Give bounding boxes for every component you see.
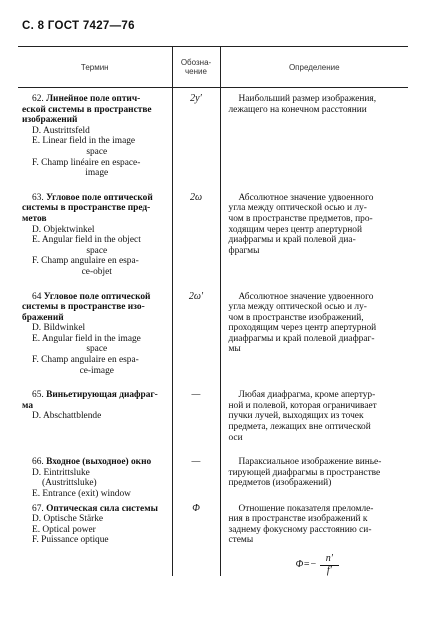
term-row bbox=[18, 500, 408, 577]
term-translation: D. Bildwinkel bbox=[32, 323, 86, 334]
table-header-row bbox=[18, 47, 408, 88]
term-russian-line: метов bbox=[22, 213, 47, 224]
definition-cell bbox=[220, 88, 408, 179]
term-russian-line: 65. Виньетирующая диафраг- bbox=[32, 390, 158, 401]
definition-cell bbox=[220, 278, 408, 377]
term-translation: D. Optische Stärke bbox=[32, 514, 104, 525]
definition-line: тирующей диафрагмы в пространстве bbox=[228, 467, 381, 478]
definition-line: Параксиальное изображение винье- bbox=[238, 457, 382, 468]
definition-line: Наибольший размер изображения, bbox=[238, 94, 377, 104]
term-cell bbox=[18, 88, 172, 179]
term-translation: space bbox=[86, 344, 108, 355]
term-row bbox=[18, 278, 408, 377]
term-russian-line: системы в пространстве пред- bbox=[22, 203, 151, 214]
term-russian-line: ма bbox=[22, 400, 34, 411]
term-row bbox=[18, 179, 408, 278]
term-cell bbox=[18, 376, 172, 443]
definition-cell bbox=[220, 179, 408, 278]
term-russian bbox=[22, 390, 172, 411]
term-cell bbox=[18, 278, 172, 377]
formula-numerator: n′ bbox=[320, 554, 339, 566]
term-russian-line: 64 Угловое поле оптической bbox=[32, 291, 151, 302]
term-number: 63. bbox=[32, 192, 47, 203]
definition-line: проходящим через центр апертурной bbox=[228, 323, 377, 334]
term-translation: F. Champ linéaire en espace- bbox=[32, 157, 141, 168]
term-russian-line: 67. Оптическая сила системы bbox=[32, 503, 158, 514]
definition-line: оси bbox=[228, 432, 243, 443]
term-translation: D. Eintrittsluke bbox=[32, 467, 90, 478]
symbol-cell: 2ω′ bbox=[172, 278, 220, 377]
definition-line: Любая диафрагма, кроме апертур- bbox=[238, 390, 376, 401]
term-russian-line: изображений bbox=[22, 115, 78, 126]
term-translation: image bbox=[85, 168, 109, 179]
definition-line: чом в пространстве предметов, про- bbox=[228, 213, 373, 224]
definition-line: пучки лучей, выходящих из точек bbox=[228, 411, 364, 422]
term-russian-line: системы в пространстве изо- bbox=[22, 302, 145, 313]
term-number: 67. bbox=[32, 503, 47, 514]
term-russian-line: 62. Линейное поле оптич- bbox=[32, 94, 141, 104]
term-number: 66. bbox=[32, 457, 47, 468]
definition-line: предметов (изображений) bbox=[228, 478, 332, 489]
term-russian-line: 66. Входное (выходное) окно bbox=[32, 457, 152, 468]
col-definition-header: Определение bbox=[220, 47, 408, 88]
symbol-cell: — bbox=[172, 376, 220, 443]
formula-denominator: f′ bbox=[326, 564, 332, 576]
term-translation: E. Angular field in the object bbox=[32, 235, 141, 246]
definition-line: предмета, лежащих вне оптической bbox=[228, 422, 371, 433]
term-row bbox=[18, 376, 408, 443]
term-cell bbox=[18, 179, 172, 278]
term-number: 62. bbox=[32, 94, 47, 104]
definition-line: диафрагмы и край полевой диафраг- bbox=[228, 333, 375, 344]
definition-cell bbox=[220, 500, 408, 577]
term-number: 64 bbox=[32, 291, 44, 302]
definition-cell bbox=[220, 443, 408, 499]
term-translation: E. Linear field in the image bbox=[32, 136, 136, 147]
term-translation: D. Objektwinkel bbox=[32, 224, 95, 235]
definition-line: ния в пространстве изображений к bbox=[228, 514, 368, 525]
terms-table bbox=[18, 46, 408, 576]
definition-cell bbox=[220, 376, 408, 443]
term-translation: space bbox=[86, 146, 108, 157]
term-russian bbox=[22, 193, 172, 225]
definition-line: Абсолютное значение удвоенного bbox=[238, 291, 374, 302]
definition-line: Отношение показателя преломле- bbox=[238, 503, 374, 514]
symbol-cell: 2ω bbox=[172, 179, 220, 278]
col-term-header: Термин bbox=[18, 47, 172, 88]
term-russian bbox=[22, 504, 172, 515]
term-cell bbox=[18, 443, 172, 499]
term-translation: F. Champ angulaire en espa- bbox=[32, 355, 139, 366]
term-translation: D. Austrittsfeld bbox=[32, 125, 90, 136]
definition-line: угла между оптической осью и лу- bbox=[228, 203, 367, 214]
term-russian-line: 63. Угловое поле оптической bbox=[32, 192, 153, 203]
term-russian-line: еской системы в пространстве bbox=[22, 104, 152, 115]
page-header: С. 8 ГОСТ 7427—76 bbox=[22, 20, 135, 32]
term-russian-line: бражений bbox=[22, 312, 64, 323]
term-russian bbox=[22, 94, 172, 126]
definition-line: ной и полевой, которая ограничивает bbox=[228, 400, 377, 411]
term-number: 65. bbox=[32, 390, 47, 401]
symbol-cell: Φ bbox=[172, 500, 220, 577]
term-translation: E. Angular field in the image bbox=[32, 333, 141, 344]
term-translation: ce-objet bbox=[81, 266, 112, 277]
definition-line: диафрагмы и край полевой диа- bbox=[228, 235, 356, 246]
term-translation: D. Abschattblende bbox=[32, 411, 102, 422]
symbol-cell: 2y′ bbox=[172, 88, 220, 179]
definition-line: стемы bbox=[228, 535, 254, 546]
col-symbol-header: Обозна- чение bbox=[172, 47, 220, 88]
term-translation: space bbox=[86, 245, 108, 256]
definition-line: мы bbox=[228, 344, 241, 355]
definition-line: угла между оптической осью и лу- bbox=[228, 302, 367, 313]
symbol-cell: — bbox=[172, 443, 220, 499]
term-row bbox=[18, 443, 408, 499]
definition-line: чом в пространстве изображений, bbox=[228, 312, 364, 323]
term-translation: E. Optical power bbox=[32, 524, 96, 535]
definition-line: Абсолютное значение удвоенного bbox=[238, 192, 374, 203]
formula bbox=[229, 554, 407, 576]
definition-line: фрагмы bbox=[228, 245, 260, 256]
term-translation: ce-image bbox=[79, 365, 114, 376]
definition-line: заднему фокусному расстоянию си- bbox=[228, 524, 372, 535]
formula-lhs: Φ=− bbox=[295, 558, 317, 570]
term-russian bbox=[22, 292, 172, 324]
definition-line: ходящим через центр апертурной bbox=[228, 224, 363, 235]
term-translation: (Austrittsluke) bbox=[42, 478, 97, 489]
term-translation: F. Puissance optique bbox=[32, 535, 109, 546]
formula-fraction bbox=[320, 554, 339, 576]
term-translation: F. Champ angulaire en espa- bbox=[32, 256, 139, 267]
definition-line: лежащего на конечном расстоянии bbox=[228, 104, 367, 115]
term-russian bbox=[22, 457, 172, 468]
term-cell bbox=[18, 500, 172, 577]
term-row bbox=[18, 88, 408, 179]
term-translation: E. Entrance (exit) window bbox=[32, 489, 131, 499]
